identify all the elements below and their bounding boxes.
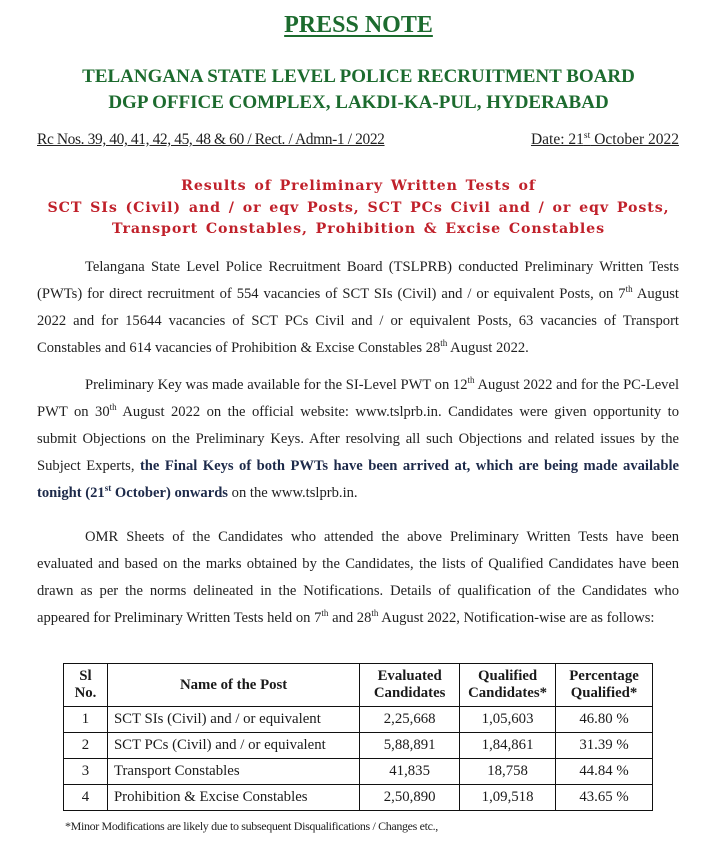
cell-qualified: 1,09,518 [460,785,556,811]
p1-text-3: August 2022. [447,340,529,356]
p2-text-3: August 2022 on the official website: www.tslprb.in. Candidates were given opportunity to submit Objections on the Preliminary Keys. After resolving all such Objections and related issues by the Subject Experts, [37,404,679,474]
date-sup: st [583,129,591,141]
reference-line [37,131,679,149]
date-prefix: Date: 21 [530,131,584,148]
cell-percentage: 44.84 % [556,759,653,785]
cell-post: SCT PCs (Civil) and / or equivalent [107,733,359,759]
header-percentage: Percentage Qualified* [556,664,653,707]
p1-text-1: Telangana State Level Police Recruitment Board (TSLPRB) conducted Preliminary Written Tests (PWTs) for direct recruitment of 554 vacancies of SCT SIs (Civil) and / or equivalent Posts, on 7 [37,259,679,302]
paragraph-keys [37,372,679,507]
cell-sl: 2 [64,733,108,759]
cell-qualified: 18,758 [460,759,556,785]
p2-text-2: August 2022 and for the PC-Level PWT on 30 [37,377,679,420]
p2-text-1: Preliminary Key was made available for the SI-Level PWT on 12 [85,377,468,393]
subject-line-2: SCT SIs (Civil) and / or eqv Posts, SCT PCs Civil and / or eqv Posts, [47,199,670,216]
cell-evaluated: 2,25,668 [360,707,460,733]
p2-bold-2: October) onwards [111,485,228,501]
board-header [0,64,717,116]
p1-sup-1: th [625,284,633,295]
table-row [64,785,653,811]
header-sl-no: Sl No. [64,664,108,707]
subject-line-3: Transport Constables, Prohibition & Excise Constables [112,221,605,237]
header-qualified: Qualified Candidates* [460,664,556,707]
subject-heading [0,176,717,241]
p3-sup-1: th [321,608,329,619]
press-note-title: PRESS NOTE [284,12,433,38]
cell-post: Transport Constables [107,759,359,785]
reference-number: Rc Nos. 39, 40, 41, 42, 45, 48 & 60 / Rect. / Admn-1 / 2022 [37,131,385,148]
subject-line-1: Results of Preliminary Written Tests of [181,178,536,194]
p3-sup-2: th [371,608,379,619]
cell-percentage: 31.39 % [556,733,653,759]
document-date [531,131,679,149]
footnote: *Minor Modifications are likely due to subsequent Disqualifications / Changes etc., [65,819,438,833]
cell-evaluated: 2,50,890 [360,785,460,811]
table-row [64,733,653,759]
header-post-name: Name of the Post [107,664,359,707]
p2-sup-1: th [467,375,475,386]
p2-text-4: on the www.tslprb.in. [228,485,358,501]
cell-sl: 3 [64,759,108,785]
cell-percentage: 46.80 % [556,707,653,733]
cell-qualified: 1,84,861 [460,733,556,759]
cell-post: Prohibition & Excise Constables [107,785,359,811]
table-row [64,707,653,733]
p2-bold-1: the Final Keys of both PWTs have been arrived at, which are being made available tonight (21 [37,458,679,501]
p3-text-3: August 2022, Notification-wise are as follows: [378,610,655,626]
p2-sup-2: th [109,402,117,413]
paragraph-conduct [37,254,679,362]
p3-text-2: and 28 [328,610,372,626]
cell-evaluated: 5,88,891 [360,733,460,759]
cell-qualified: 1,05,603 [460,707,556,733]
p2-bold-sup: st [104,483,112,494]
header-evaluated: Evaluated Candidates [360,664,460,707]
p1-text-2: August 2022 and for 15644 vacancies of SCT PCs Civil and / or equivalent Posts, 63 vacancies of Transport Constables and 614 vacancies of Prohibition & Excise Constables 28 [37,286,679,356]
p3-text-1: OMR Sheets of the Candidates who attended the above Preliminary Written Tests have been evaluated and based on the marks obtained by the Candidates, the lists of Qualified Candidates have been drawn as per the norms delineated in the Notifications. Details of qualification of the Candidates who appeared for Preliminary Written Tests held on 7 [37,529,679,626]
results-table [63,663,653,811]
board-name: TELANGANA STATE LEVEL POLICE RECRUITMENT BOARD [82,66,635,87]
table-header-row [64,664,653,707]
p1-sup-2: th [440,338,448,349]
cell-sl: 1 [64,707,108,733]
cell-evaluated: 41,835 [360,759,460,785]
paragraph-omr [37,524,679,632]
cell-sl: 4 [64,785,108,811]
date-suffix: October 2022 [590,131,679,148]
table-row [64,759,653,785]
cell-percentage: 43.65 % [556,785,653,811]
board-address: DGP OFFICE COMPLEX, LAKDI-KA-PUL, HYDERABAD [108,92,609,113]
cell-post: SCT SIs (Civil) and / or equivalent [107,707,359,733]
